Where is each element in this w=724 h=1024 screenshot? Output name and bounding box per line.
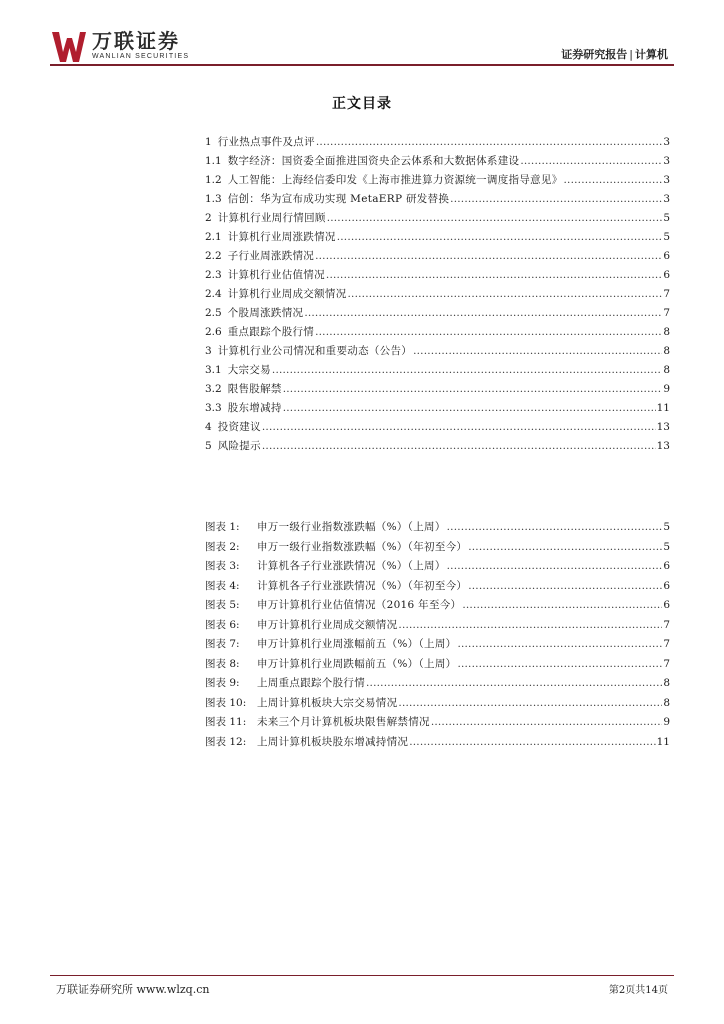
entry-page: 7 [663, 618, 670, 631]
toc-title: 正文目录 [332, 96, 392, 112]
dot-leader [316, 136, 662, 148]
toc-entry[interactable] [205, 305, 670, 324]
entry-number: 图表 5: [205, 599, 240, 611]
entry-number: 3 [205, 345, 212, 357]
entry-page: 7 [663, 657, 670, 670]
dot-leader [283, 402, 656, 414]
entry-page: 6 [663, 250, 670, 262]
logo-en-text: WANLIAN SECURITIES [92, 53, 190, 60]
entry-page: 7 [663, 307, 670, 319]
figure-entry[interactable] [205, 636, 670, 656]
dot-leader [520, 155, 662, 167]
dot-leader [447, 521, 663, 533]
dot-leader [450, 193, 662, 205]
entry-label: 申万计算机行业周跌幅前五（%）（上周） [257, 657, 457, 670]
dot-leader [366, 677, 662, 689]
entry-page: 13 [656, 421, 670, 433]
toc-entry[interactable] [205, 248, 670, 267]
entry-label: 计算机行业周行情回顾 [217, 212, 326, 224]
entry-label: 重点跟踪个股行情 [227, 326, 315, 338]
entry-number: 图表 10: [205, 696, 247, 709]
figure-entry[interactable] [205, 675, 670, 695]
wanlian-logo-icon [52, 30, 86, 64]
entry-page: 13 [656, 440, 670, 452]
dot-leader [272, 364, 662, 376]
entry-page: 11 [656, 735, 670, 748]
entry-page: 5 [663, 231, 670, 243]
dot-leader [262, 440, 656, 452]
entry-number: 图表 7: [205, 638, 240, 650]
dot-leader [398, 619, 662, 631]
entry-label: 上周计算机板块股东增减持情况 [257, 735, 409, 748]
toc-entry[interactable] [205, 229, 670, 248]
entry-label: 风险提示 [217, 440, 261, 452]
toc-entry[interactable] [205, 343, 670, 362]
report-type: 证券研究报告 [561, 48, 628, 61]
entry-page: 9 [663, 716, 670, 728]
dot-leader [327, 212, 663, 224]
figure-entry[interactable] [205, 519, 670, 539]
entry-label: 申万一级行业指数涨跌幅（%）（上周） [257, 521, 446, 533]
report-sector: 计算机 [635, 48, 668, 61]
entry-page: 3 [663, 155, 670, 167]
toc-entry[interactable] [205, 172, 670, 191]
entry-page: 7 [663, 288, 670, 300]
dot-leader [283, 383, 663, 395]
entry-label: 未来三个月计算机板块限售解禁情况 [257, 716, 430, 728]
dot-leader [457, 638, 662, 650]
toc-entry[interactable] [205, 400, 670, 419]
entry-number: 图表 3: [205, 560, 240, 572]
entry-number: 3.3 [205, 402, 222, 414]
toc-entry[interactable] [205, 324, 670, 343]
entry-label: 计算机行业周成交额情况 [227, 288, 347, 300]
entry-label: 计算机行业周涨跌情况 [227, 231, 336, 243]
entry-label: 申万一级行业指数涨跌幅（%）（年初至今） [257, 540, 468, 553]
entry-page: 8 [663, 326, 670, 338]
entry-number: 2.4 [205, 288, 222, 300]
toc-entry[interactable] [205, 134, 670, 153]
entry-number: 1.1 [205, 155, 222, 167]
entry-page: 5 [663, 521, 670, 533]
toc-entry[interactable] [205, 362, 670, 381]
entry-label: 申万计算机行业估值情况（2016 年至今） [257, 599, 462, 611]
figure-entry[interactable] [205, 597, 670, 617]
dot-leader [348, 288, 663, 300]
figure-entry[interactable] [205, 617, 670, 637]
toc-entry[interactable] [205, 191, 670, 210]
dot-leader [315, 326, 662, 338]
dot-leader [262, 421, 656, 433]
entry-number: 2.5 [205, 307, 222, 319]
dot-leader [337, 231, 663, 243]
entry-page: 11 [656, 402, 670, 414]
entry-page: 8 [663, 677, 670, 689]
entry-label: 上周计算机板块大宗交易情况 [257, 696, 398, 709]
entry-number: 3.2 [205, 383, 222, 395]
report-category [561, 46, 668, 62]
entry-label: 个股周涨跌情况 [227, 307, 304, 319]
entry-page: 6 [663, 599, 670, 611]
entry-label: 股东增减持 [227, 402, 282, 414]
entry-page: 8 [663, 364, 670, 376]
header-divider [50, 64, 674, 66]
entry-label: 行业热点事件及点评 [217, 136, 315, 148]
toc-entry[interactable] [205, 267, 670, 286]
entry-number: 1 [205, 136, 212, 148]
entry-label: 子行业周涨跌情况 [227, 250, 315, 262]
dot-leader [564, 174, 663, 186]
entry-number: 图表 11: [205, 716, 247, 728]
entry-number: 2.3 [205, 269, 222, 281]
toc-entry[interactable] [205, 381, 670, 400]
dot-leader [409, 736, 655, 748]
entry-number: 2.2 [205, 250, 222, 262]
entry-number: 2 [205, 212, 212, 224]
entry-number: 图表 4: [205, 579, 240, 592]
entry-number: 图表 8: [205, 657, 240, 670]
list-of-figures [205, 519, 670, 753]
entry-page: 5 [663, 212, 670, 224]
dot-leader [413, 345, 662, 357]
entry-label: 数字经济：国资委全面推进国资央企云体系和大数据体系建设 [227, 155, 520, 167]
entry-page: 6 [663, 579, 670, 592]
entry-label: 计算机各子行业涨跌情况（%）（上周） [257, 560, 446, 572]
entry-page: 3 [663, 193, 670, 205]
entry-label: 计算机行业估值情况 [227, 269, 325, 281]
toc-entry[interactable] [205, 438, 670, 457]
entry-label: 上周重点跟踪个股行情 [257, 677, 365, 689]
page-number: 第2页共14页 [608, 985, 668, 996]
entry-page: 5 [663, 540, 670, 553]
dot-leader [447, 560, 663, 572]
entry-number: 2.6 [205, 326, 222, 338]
dot-leader [468, 580, 662, 592]
dot-leader [304, 307, 662, 319]
entry-page: 8 [663, 345, 670, 357]
footer-source: 万联证券研究所 www.wlzq.cn [56, 983, 210, 996]
entry-number: 图表 2: [205, 540, 240, 553]
entry-label: 大宗交易 [227, 364, 271, 376]
figure-entry[interactable] [205, 578, 670, 598]
toc-entry[interactable] [205, 153, 670, 172]
entry-label: 投资建议 [217, 421, 261, 433]
dot-leader [315, 250, 662, 262]
entry-number: 1.3 [205, 193, 222, 205]
figure-entry[interactable] [205, 656, 670, 676]
company-logo [52, 30, 189, 64]
toc-entry[interactable] [205, 210, 670, 229]
table-of-contents [205, 134, 670, 457]
entry-label: 申万计算机行业周成交额情况 [257, 618, 398, 631]
toc-entry[interactable] [205, 286, 670, 305]
entry-number: 4 [205, 421, 212, 433]
entry-page: 3 [663, 136, 670, 148]
figure-entry[interactable] [205, 558, 670, 578]
dot-leader [431, 716, 663, 728]
dot-leader [462, 599, 662, 611]
entry-label: 人工智能：上海经信委印发《上海市推进算力资源统一调度指导意见》 [227, 174, 563, 186]
logo-cn-text: 万联证券 [92, 29, 180, 53]
figure-entry[interactable] [205, 539, 670, 559]
header-separator: | [629, 48, 633, 61]
figure-entry[interactable] [205, 714, 670, 734]
entry-page: 7 [663, 638, 670, 650]
entry-page: 8 [663, 696, 670, 709]
entry-label: 限售股解禁 [227, 383, 282, 395]
page-header [0, 0, 724, 70]
entry-page: 6 [663, 269, 670, 281]
entry-number: 图表 6: [205, 618, 240, 631]
entry-label: 计算机各子行业涨跌情况（%）（年初至今） [257, 579, 468, 592]
entry-label: 申万计算机行业周涨幅前五（%）（上周） [257, 638, 457, 650]
entry-number: 图表 12: [205, 735, 247, 748]
entry-number: 5 [205, 440, 212, 452]
entry-number: 图表 9: [205, 677, 240, 689]
dot-leader [468, 541, 662, 553]
toc-entry[interactable] [205, 419, 670, 438]
dot-leader [457, 658, 662, 670]
footer-divider [50, 975, 674, 976]
entry-number: 3.1 [205, 364, 222, 376]
figure-entry[interactable] [205, 695, 670, 715]
figure-entry[interactable] [205, 734, 670, 754]
entry-label: 信创：华为宣布成功实现 MetaERP 研发替换 [227, 193, 450, 205]
entry-number: 1.2 [205, 174, 222, 186]
entry-number: 图表 1: [205, 521, 240, 533]
entry-page: 3 [663, 174, 670, 186]
entry-page: 6 [663, 560, 670, 572]
entry-label: 计算机行业公司情况和重要动态（公告） [217, 345, 413, 357]
entry-number: 2.1 [205, 231, 222, 243]
dot-leader [326, 269, 662, 281]
dot-leader [398, 697, 662, 709]
entry-page: 9 [663, 383, 670, 395]
